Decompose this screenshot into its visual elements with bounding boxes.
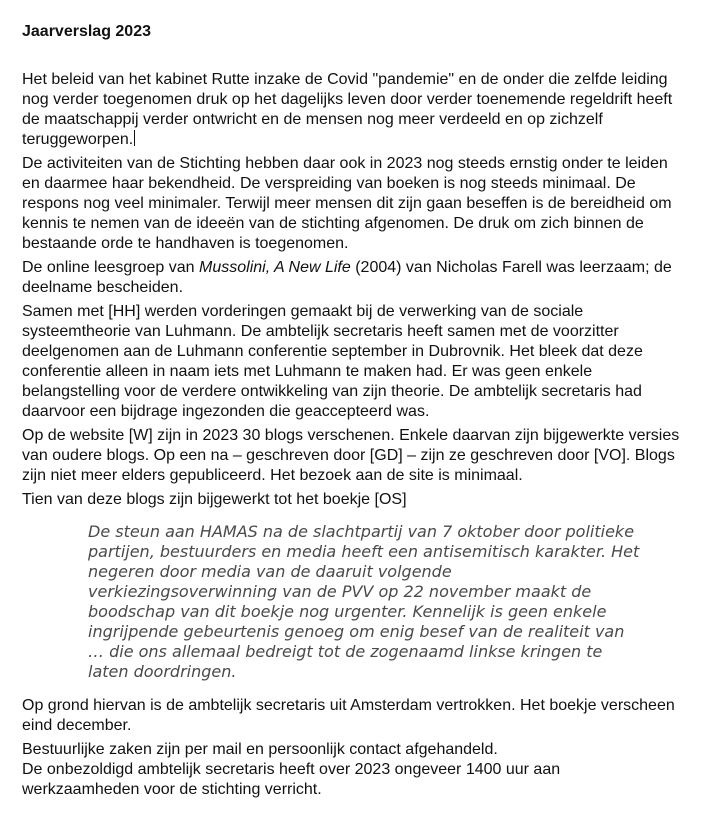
paragraph-luhmann: Samen met [HH] werden vorderingen gemaakt bij de verwerking van de sociale systeemtheorie van Luhmann. De ambtelijk secretaris heeft samen met de voorzitter deelgenomen aan de Luhmann conferentie september in Dubrovnik. Het bleek dat deze conferentie alleen in naam iets met Luhmann te maken had. Er was geen enkele belangstelling voor de verdere ontwikkeling van zijn theorie. De ambtelijk secretaris had daarvoor een bijdrage ingezonden die geaccepteerd was. (22, 303, 643, 420)
document-title: Jaarverslag 2023 (22, 23, 151, 40)
paragraph-bestuurlijk: Bestuurlijke zaken zijn per mail en persoonlijk contact afgehandeld. (22, 741, 498, 758)
paragraph-vertrek: Op grond hiervan is de ambtelijk secretaris uit Amsterdam vertrokken. Het boekje verscheen eind december. (22, 697, 675, 734)
book-title: Mussolini, A New Life (199, 259, 351, 276)
paragraph-leesgroep: De online leesgroep van Mussolini, A New Life (2004) van Nicholas Farell was leerzaam; de deelname bescheiden. (22, 259, 672, 296)
paragraph-activiteiten: De activiteiten van de Stichting hebben daar ook in 2023 nog steeds ernstig onder te leiden en daarmee haar bekendheid. De verspreiding van boeken is nog steeds minimaal. De respons nog veel minimaler. Terwijl meer mensen dit zijn gaan beseffen is de bereidheid om kennis te nemen van de ideeën van de stichting afgenomen. De druk om zich binnen de bestaande orde te handhaven is toegenomen. (22, 155, 672, 252)
document-body (22, 70, 681, 800)
paragraph-website: Op de website [W] zijn in 2023 30 blogs verschenen. Enkele daarvan zijn bijgewerkte versies van oudere blogs. Op een na – geschreven door [GD] – zijn ze geschreven door [VO]. Blogs zijn niet meer elders gepubliceerd. Het bezoek aan de site is minimaal. (22, 427, 680, 484)
block-quote: De steun aan HAMAS na de slachtpartij van 7 oktober door politieke partijen, bestuurders en media heeft een antisemitisch karakter. Het negeren door media van de daaruit volgende verkiezingsoverwinning van de PVV op 22 november maakt de boodschap van dit boekje nog urgenter. Kennelijk is geen enkele ingrijpende gebeurtenis genoeg om enig besef van de realiteit van … die ons allemaal bedreigt tot de zogenaamd linkse kringen te laten doordringen. (88, 522, 640, 681)
text-cursor (134, 130, 135, 146)
paragraph-uren: De onbezoldigd ambtelijk secretaris heeft over 2023 ongeveer 1400 uur aan werkzaamheden voor de stichting verricht. (22, 761, 561, 798)
paragraph-boekje: Tien van deze blogs zijn bijgewerkt tot het boekje [OS] (22, 491, 407, 508)
paragraph-covid: Het beleid van het kabinet Rutte inzake de Covid "pandemie" en de onder die zelfde leiding nog verder toegenomen druk op het dagelijks leven door verder toenemende regeldrift heeft de maatschappij verder ontwricht en de mensen nog meer verdeeld en op zichzelf teruggeworpen. (22, 71, 673, 148)
